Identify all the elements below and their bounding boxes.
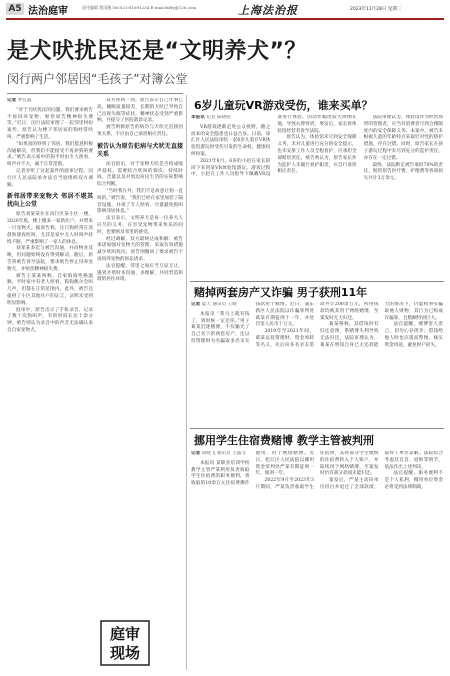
lead-paragraph: 被告王某某辩称，自家狗狗性格温顺，平时家中有老人照看，狗狗偶尔会叫几声，但都在正常范围内。此外，被告还提供了小区其他住户的证言，证明未受到明显影响。 <box>7 273 93 306</box>
house-story-byline <box>191 302 250 309</box>
house-story-byline-name: 夏天 <box>201 302 211 307</box>
column-divider <box>186 95 187 670</box>
house-story-paragraph: 葛某辩称，其借钱时有归还意图，系赌博失利导致无法归还。法院审理认为，葛某在明知自身已无还款能力的情况下，仍虚构事实骗取他人财物，其行为已构成诈骗罪，且数额特别巨大。 <box>320 302 443 348</box>
page-header <box>0 0 450 20</box>
house-story-byline-label: 记者 <box>191 302 201 307</box>
vr-story-byline-name: 记者 陈晓萌 <box>206 115 231 120</box>
student-story-byline-label: 记者 <box>191 451 201 456</box>
vr-story-paragraph: 2021年8月，6岁的小赵在家长陪同下来到某VR体验馆游玩。游戏过程中，小赵在工作人员指导下佩戴VR设备进行体验，因动作幅度较大摔倒在地，导致右臂骨折。事发后，家长将体验馆经营者诉至法院。 <box>191 115 357 178</box>
lead-paragraph: 法官表示，文明养犬是每一位养犬人应尽的义务，在享受宠物带来快乐的同时，也要顾及邻里的感受。 <box>97 216 183 235</box>
house-story-byline-extra: 通讯员 王晴 <box>212 302 237 307</box>
lead-subhead: 闵行两户邻居因“毛孩子”对簿公堂 <box>7 72 188 86</box>
vr-story-byline <box>191 115 270 122</box>
story-divider <box>190 428 444 429</box>
lead-paragraph: “如果真的吵到了邻居，我们愿意积极沟通解决，但我们不能接受不再养狗的要求。”被告表示家中的狗平时由专人照看，叫声并不大，属于正常范围。 <box>7 141 93 168</box>
lead-subtitle-a: 新邻居带来宠物犬 邻居不堪其扰向上公堂 <box>7 193 93 209</box>
student-story-byline <box>191 451 250 458</box>
lead-byline-label: 记者 <box>7 98 17 103</box>
house-story-body <box>191 302 443 425</box>
student-story-body <box>191 451 443 669</box>
student-story-byline-extra: 通讯员 王露文 <box>216 451 246 456</box>
lead-paragraph: 被告则称原告的病历与犬吠无直接因果关系，不应由自己承担相应责任。 <box>97 125 183 137</box>
lead-paragraph: 双方各执一词。原告表示自己年事已高，睡眠质量较差，长期的犬吠已导致自己出现失眠等症状，精神状态受到严重影响，并提交了医院就诊记录。 <box>97 98 183 124</box>
vr-story-body <box>191 115 443 278</box>
lead-paragraph: 庭审中，原告出示了手机录音，记录了数十次狗叫声，有的时间长达十余分钟。被告则认为录音中的声音无法确认来自自家宠物犬。 <box>7 307 93 333</box>
house-story-paragraph: 2019年至2021年间，葛某以投资理财、资金周转等名义，先后向多名亲友借款共计200余万元，所得钱款均被其用于网络赌博，至案发时无力归还。 <box>255 302 379 348</box>
court-scene-stamp <box>100 620 150 666</box>
stamp-line2: 现场 <box>109 644 141 662</box>
vr-story-paragraph: 原告认为，体验馆未尽到安全保障义务，未对儿童进行充分的安全提示，也未安排工作人员全程看护，应承担全部赔偿责任。被告则认为，原告家长作为监护人未履行看护职责，应自行承担相应责任。 <box>277 135 357 175</box>
student-story-paragraph: 2022年9月至2023年3月期间，严某负责收取学生住宿费，其将部分学生缴纳的住宿费转入个人账户，并陆续用于网络赌博，至案发时仍有部分款项未能归还。 <box>255 451 379 490</box>
section-name: 法治庭审 <box>28 6 68 17</box>
lead-paragraph: 记者旁听了这起案件的庭审过程。闵行区人民法院承办法官当庭组织双方调解。 <box>7 168 93 188</box>
lead-divider <box>7 93 183 94</box>
lead-headline: 是犬吠扰民还是“文明养犬”？ <box>7 39 307 64</box>
lead-paragraph: 原告刘某某住在闵行区某小区一楼，2020年底，楼上搬来一家新住户，并带来一只宠物犬。据原告称，这只狗经常在清晨和深夜吠叫，尤其是家中无人时叫声持续不断，严重影响了一家人的休息。 <box>7 212 93 245</box>
lead-column-a <box>7 98 93 668</box>
header-rule <box>6 18 444 20</box>
lead-subtitle-b: 被告认为原告犯病与犬吠无直接关系 <box>97 142 183 158</box>
vr-story-paragraph: 法院审理认为，体验馆作为经营场所的管理者，应当对消费者尽到合理限度内的安全保障义务。本案中，被告未根据儿童的年龄特点采取针对性的防护措施，存在过错。同时，原告家长在孩子游玩过程中未尽到充分的监护责任，亦存在一定过错。 <box>363 115 443 161</box>
lead-column-b <box>97 98 183 613</box>
student-story-paragraph: 法官提醒，职务便利不是个人私利，挪用单位资金必将受到法律制裁。 <box>384 471 443 490</box>
lead-paragraph: 刘某某多次与被告沟通，并向物业反映，但问题始终没有得到解决。随后，原告将被告诉至法院，要求被告停止饲养宠物犬，并赔偿精神损失费。 <box>7 246 93 272</box>
stamp-line1: 庭审 <box>109 625 141 643</box>
vr-story-paragraph: VR游戏逐渐走进公众视野，随之而来的安全隐患也日益凸显。日前，徐汇区人民法院审结一起6岁儿童在VR体验馆游玩时受伤引发的生命权、健康权纠纷案。 <box>191 124 271 157</box>
issue-date: 2023年11月28日 星期二 <box>350 7 402 12</box>
vr-story-title: 6岁儿童玩VR游戏受伤，谁来买单？ <box>194 99 373 112</box>
house-story-paragraph: 法官提醒，赌博害人害己，切勿心存侥幸；借钱给他人时也应提高警惕，核实资金用途，避免财产损失。 <box>384 322 443 348</box>
page-number: A5 <box>6 3 24 15</box>
student-story-byline-name: 胡晓飞 <box>201 451 216 456</box>
lead-paragraph: “对于犬吠扰民的问题，我们要求被告不再饲养宠物，赔偿原告精神损失费等。”近日，闵行法院审理了一起邻里纠纷案件，原告认为楼下邻居家的狗经常吠叫，严重影响了生活。 <box>7 107 93 140</box>
student-story-paragraph: 案发后，严某主动向单位坦白并退还了全部款项，取得了单位谅解。法院综合考虑其自首、退赃等情节，依法作出上述判决。 <box>320 451 443 490</box>
editor-line: 责任编辑 程雨薇 Tel:021-61691234 E-mail:fzbfy@126.com <box>82 5 197 10</box>
student-story-title: 挪用学生住宿费赌博 教学主管被判刑 <box>194 434 374 447</box>
newspaper-name: 上海法治报 <box>238 4 298 17</box>
story-divider <box>190 281 444 282</box>
lead-paragraph: 经过调解，双方最终达成和解：被告承诺加强对宠物犬的管理，采取有效措施减少吠叫扰民；原告则撤回了要求被告不再饲养宠物的诉讼请求。 <box>97 236 183 262</box>
lead-paragraph: 法官提醒，邻里之间应当互谅互让，遇到矛盾时多沟通、多理解，共同营造和谐的居住环境。 <box>97 263 183 283</box>
vr-story-byline-label: 本报讯 <box>191 115 205 120</box>
house-story-paragraph: 本报讯 “我马上就有钱了，到时候一定还你。”男子葛某沉迷赌博，不仅输光了自己名下的两套房产，还以投资理财为名骗取多名亲友钱款用于赌博。近日，浦东新区人民法院以诈骗罪判处葛某有期徒刑十一年，并处罚金人民币十万元。 <box>191 302 314 344</box>
lead-paragraph: “当时我在外，我们不是故意让狗一直叫的。”被告说，“我们已经在家里加装了隔音设施，并请了专人照看，尽量避免狗叫影响邻居休息。” <box>97 188 183 215</box>
lead-paragraph: 法官指出，对于宠物犬吠是否构成噪声侵权，需要结合吠叫的频次、持续时间、音量以及对周边居民生活的实际影响综合判断。 <box>97 161 183 188</box>
student-story-paragraph: 本报讯 某职业培训学校教学主管严某利用负责收取学生住宿费的职务便利，将收取的10余万元住宿费挪作他用，用于网络赌博。近日，松江区人民法院以挪用资金罪判处严某有期徒刑一年，缓刑一年。 <box>191 451 314 487</box>
vr-story-paragraph: 最终，法院酌定被告承担70%的责任，赔偿原告医疗费、护理费等各项损失共计3万余元。 <box>363 162 443 182</box>
lead-byline-name: 季佳露 <box>17 98 32 103</box>
house-story-title: 赌掉两套房产又诈骗 男子获刑11年 <box>194 286 368 299</box>
lead-byline <box>7 98 93 105</box>
